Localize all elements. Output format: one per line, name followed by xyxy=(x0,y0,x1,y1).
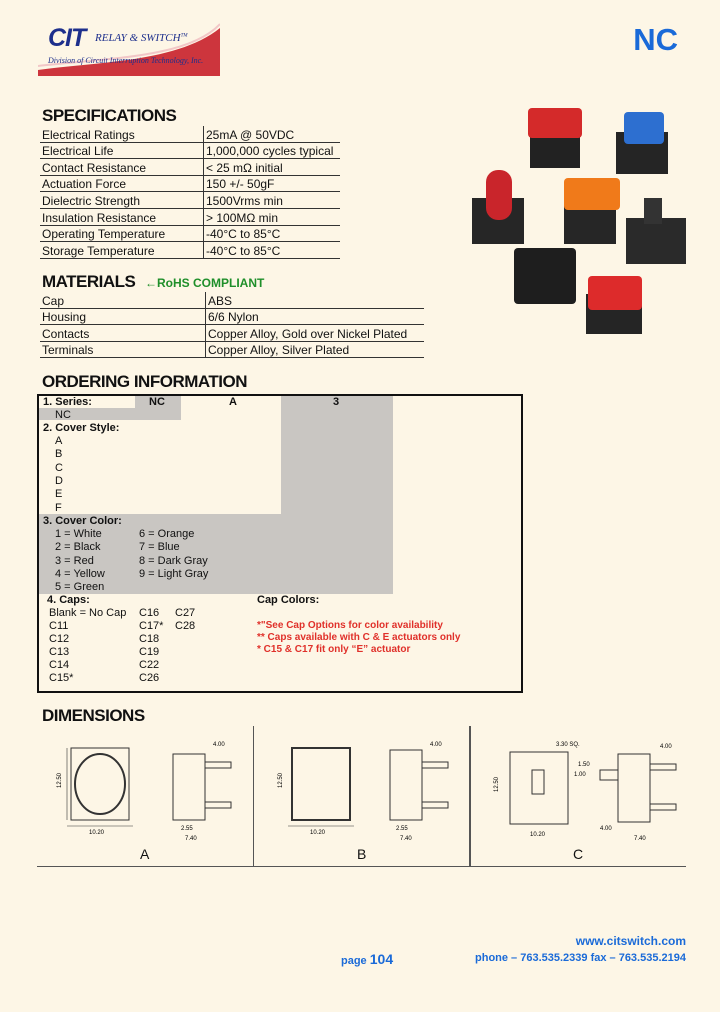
specifications-heading: SPECIFICATIONS xyxy=(42,106,177,125)
specifications-label: Dielectric Strength xyxy=(40,192,204,209)
example-color: 3 xyxy=(333,396,340,408)
dim-b-pin: 2.55 xyxy=(396,826,408,832)
dim-drawing-c xyxy=(470,726,686,866)
cover-color-option: 9 = Light Gray xyxy=(139,567,209,580)
cover-color-option: 1 = White xyxy=(55,528,102,540)
specifications-row xyxy=(40,126,340,142)
specifications-row xyxy=(40,192,340,209)
dim-b-len: 7.40 xyxy=(400,836,412,842)
dim-c-top: 4.00 xyxy=(660,744,672,750)
example-series: NC xyxy=(149,396,165,408)
cover-color-option: 5 = Green xyxy=(55,581,105,594)
cap-option: Blank = No Cap xyxy=(49,607,127,619)
cap-option: C27 xyxy=(175,607,196,619)
cover-style-option: B xyxy=(55,448,63,461)
dim-a-pin: 2.55 xyxy=(181,826,193,832)
cover-style-option: C xyxy=(55,461,63,474)
materials-value: 6/6 Nylon xyxy=(206,308,425,325)
specifications-row xyxy=(40,142,340,159)
dim-c-d1: 1.50 xyxy=(578,762,590,768)
cap-option: C17* xyxy=(139,620,164,632)
logo-main: CIT xyxy=(48,24,86,52)
materials-value: Copper Alloy, Gold over Nickel Plated xyxy=(206,325,425,342)
materials-heading: MATERIALS xyxy=(42,272,136,291)
cap-colors-label: Cap Colors: xyxy=(257,594,320,606)
specifications-value: > 100MΩ min xyxy=(204,208,341,225)
dim-a-top: 4.00 xyxy=(213,742,225,748)
dim-drawing-b xyxy=(254,726,470,866)
cap-option: C14 xyxy=(49,659,70,671)
cover-style-option: F xyxy=(55,501,62,514)
cover-color-option: 7 = Blue xyxy=(139,541,180,554)
materials-label: Contacts xyxy=(40,325,206,342)
materials-table xyxy=(40,292,424,358)
note-3: * C15 & C17 fit only “E” actuator xyxy=(257,644,411,655)
dim-a-width: 10.20 xyxy=(89,830,105,836)
cap-option: C19 xyxy=(139,646,160,658)
specifications-row xyxy=(40,225,340,242)
materials-row xyxy=(40,308,424,325)
specifications-row xyxy=(40,159,340,176)
caps-label: 4. Caps: xyxy=(47,594,90,606)
materials-row xyxy=(40,341,424,358)
specifications-value: 150 +/- 50gF xyxy=(204,175,341,192)
dim-c-pin: 4.00 xyxy=(600,826,612,832)
company-logo xyxy=(38,22,220,76)
materials-label: Terminals xyxy=(40,341,206,358)
dim-b-height: 12.50 xyxy=(278,772,284,788)
materials-label: Housing xyxy=(40,308,206,325)
specifications-table xyxy=(40,126,340,259)
cap-option: C22 xyxy=(139,659,160,671)
cover-color-option: 4 = Yellow xyxy=(55,567,105,580)
materials-row xyxy=(40,292,424,308)
dim-c-sq: 3.30 SQ. xyxy=(556,742,580,748)
dim-c-len: 7.40 xyxy=(634,836,646,842)
ordering-box xyxy=(37,394,523,693)
dim-a-len: 7.40 xyxy=(185,836,197,842)
dim-drawing-a xyxy=(37,726,253,866)
dim-label-b: B xyxy=(357,846,367,862)
specifications-value: 1,000,000 cycles typical xyxy=(204,142,341,159)
note-1: *"See Cap Options for color availability xyxy=(257,620,443,631)
specifications-label: Electrical Life xyxy=(40,142,204,159)
dimensions-heading: DIMENSIONS xyxy=(42,706,145,725)
rohs-label: ←RoHS COMPLIANT xyxy=(145,276,265,290)
cap-option: C16 xyxy=(139,607,160,619)
dim-a-height: 12.50 xyxy=(57,772,63,788)
specifications-value: < 25 mΩ initial xyxy=(204,159,341,176)
cover-style-option: D xyxy=(55,474,63,487)
example-style: A xyxy=(229,396,237,408)
page-number: 104 xyxy=(369,951,394,967)
materials-label: Cap xyxy=(40,292,206,308)
cap-option: C18 xyxy=(139,633,160,645)
cover-color-option: 3 = Red xyxy=(55,554,94,567)
dim-b-width: 10.20 xyxy=(310,830,326,836)
materials-value: Copper Alloy, Silver Plated xyxy=(206,341,425,358)
specifications-label: Contact Resistance xyxy=(40,159,204,176)
specifications-label: Electrical Ratings xyxy=(40,126,204,142)
cap-option: C26 xyxy=(139,672,160,684)
specifications-value: 1500Vrms min xyxy=(204,192,341,209)
dim-c-height: 12.50 xyxy=(494,776,500,792)
materials-row xyxy=(40,325,424,342)
cover-style-label: 2. Cover Style: xyxy=(43,422,120,434)
cover-color-label: 3. Cover Color: xyxy=(43,515,122,527)
contact-phone-fax: phone – 763.535.2339 fax – 763.535.2194 xyxy=(475,952,686,964)
cap-option: C15* xyxy=(49,672,74,684)
materials-value: ABS xyxy=(206,292,425,308)
note-2: ** Caps available with C & E actuators only xyxy=(257,632,461,643)
specifications-label: Actuation Force xyxy=(40,175,204,192)
cover-color-option: 8 = Dark Gray xyxy=(139,554,208,567)
specifications-label: Insulation Resistance xyxy=(40,208,204,225)
specifications-value: -40°C to 85°C xyxy=(204,225,341,242)
logo-tm: TM xyxy=(180,33,188,39)
dim-label-c: C xyxy=(573,846,584,862)
dimensions-diagram xyxy=(37,726,685,866)
specifications-row xyxy=(40,242,340,259)
series-option: NC xyxy=(55,409,71,421)
ordering-heading: ORDERING INFORMATION xyxy=(42,372,248,391)
series-label: 1. Series: xyxy=(43,396,92,408)
dim-c-width: 10.20 xyxy=(530,832,546,838)
specifications-label: Storage Temperature xyxy=(40,242,204,259)
cap-option: C28 xyxy=(175,620,196,632)
cover-color-option: 6 = Orange xyxy=(139,528,195,540)
specifications-value: -40°C to 85°C xyxy=(204,242,341,259)
series-code-title: NC xyxy=(633,22,678,57)
dim-b-top: 4.00 xyxy=(430,742,442,748)
cover-color-option: 2 = Black xyxy=(55,541,101,554)
page-label: page xyxy=(341,955,367,967)
cap-option: C13 xyxy=(49,646,70,658)
logo-sub: RELAY & SWITCH™ xyxy=(95,32,188,44)
cap-option: C11 xyxy=(49,620,69,632)
dim-label-a: A xyxy=(140,846,150,862)
page-indicator xyxy=(341,951,393,967)
specifications-value: 25mA @ 50VDC xyxy=(204,126,341,142)
cap-option: C12 xyxy=(49,633,70,645)
product-photo xyxy=(468,100,698,340)
website-link[interactable]: www.citswitch.com xyxy=(575,934,686,948)
cover-style-option: E xyxy=(55,488,63,501)
specifications-row xyxy=(40,208,340,225)
dim-c-d2: 1.00 xyxy=(574,772,586,778)
specifications-row xyxy=(40,175,340,192)
cover-style-option: A xyxy=(55,435,63,447)
specifications-label: Operating Temperature xyxy=(40,225,204,242)
logo-division: Division of Circuit Interruption Technology, Inc. xyxy=(48,56,204,65)
